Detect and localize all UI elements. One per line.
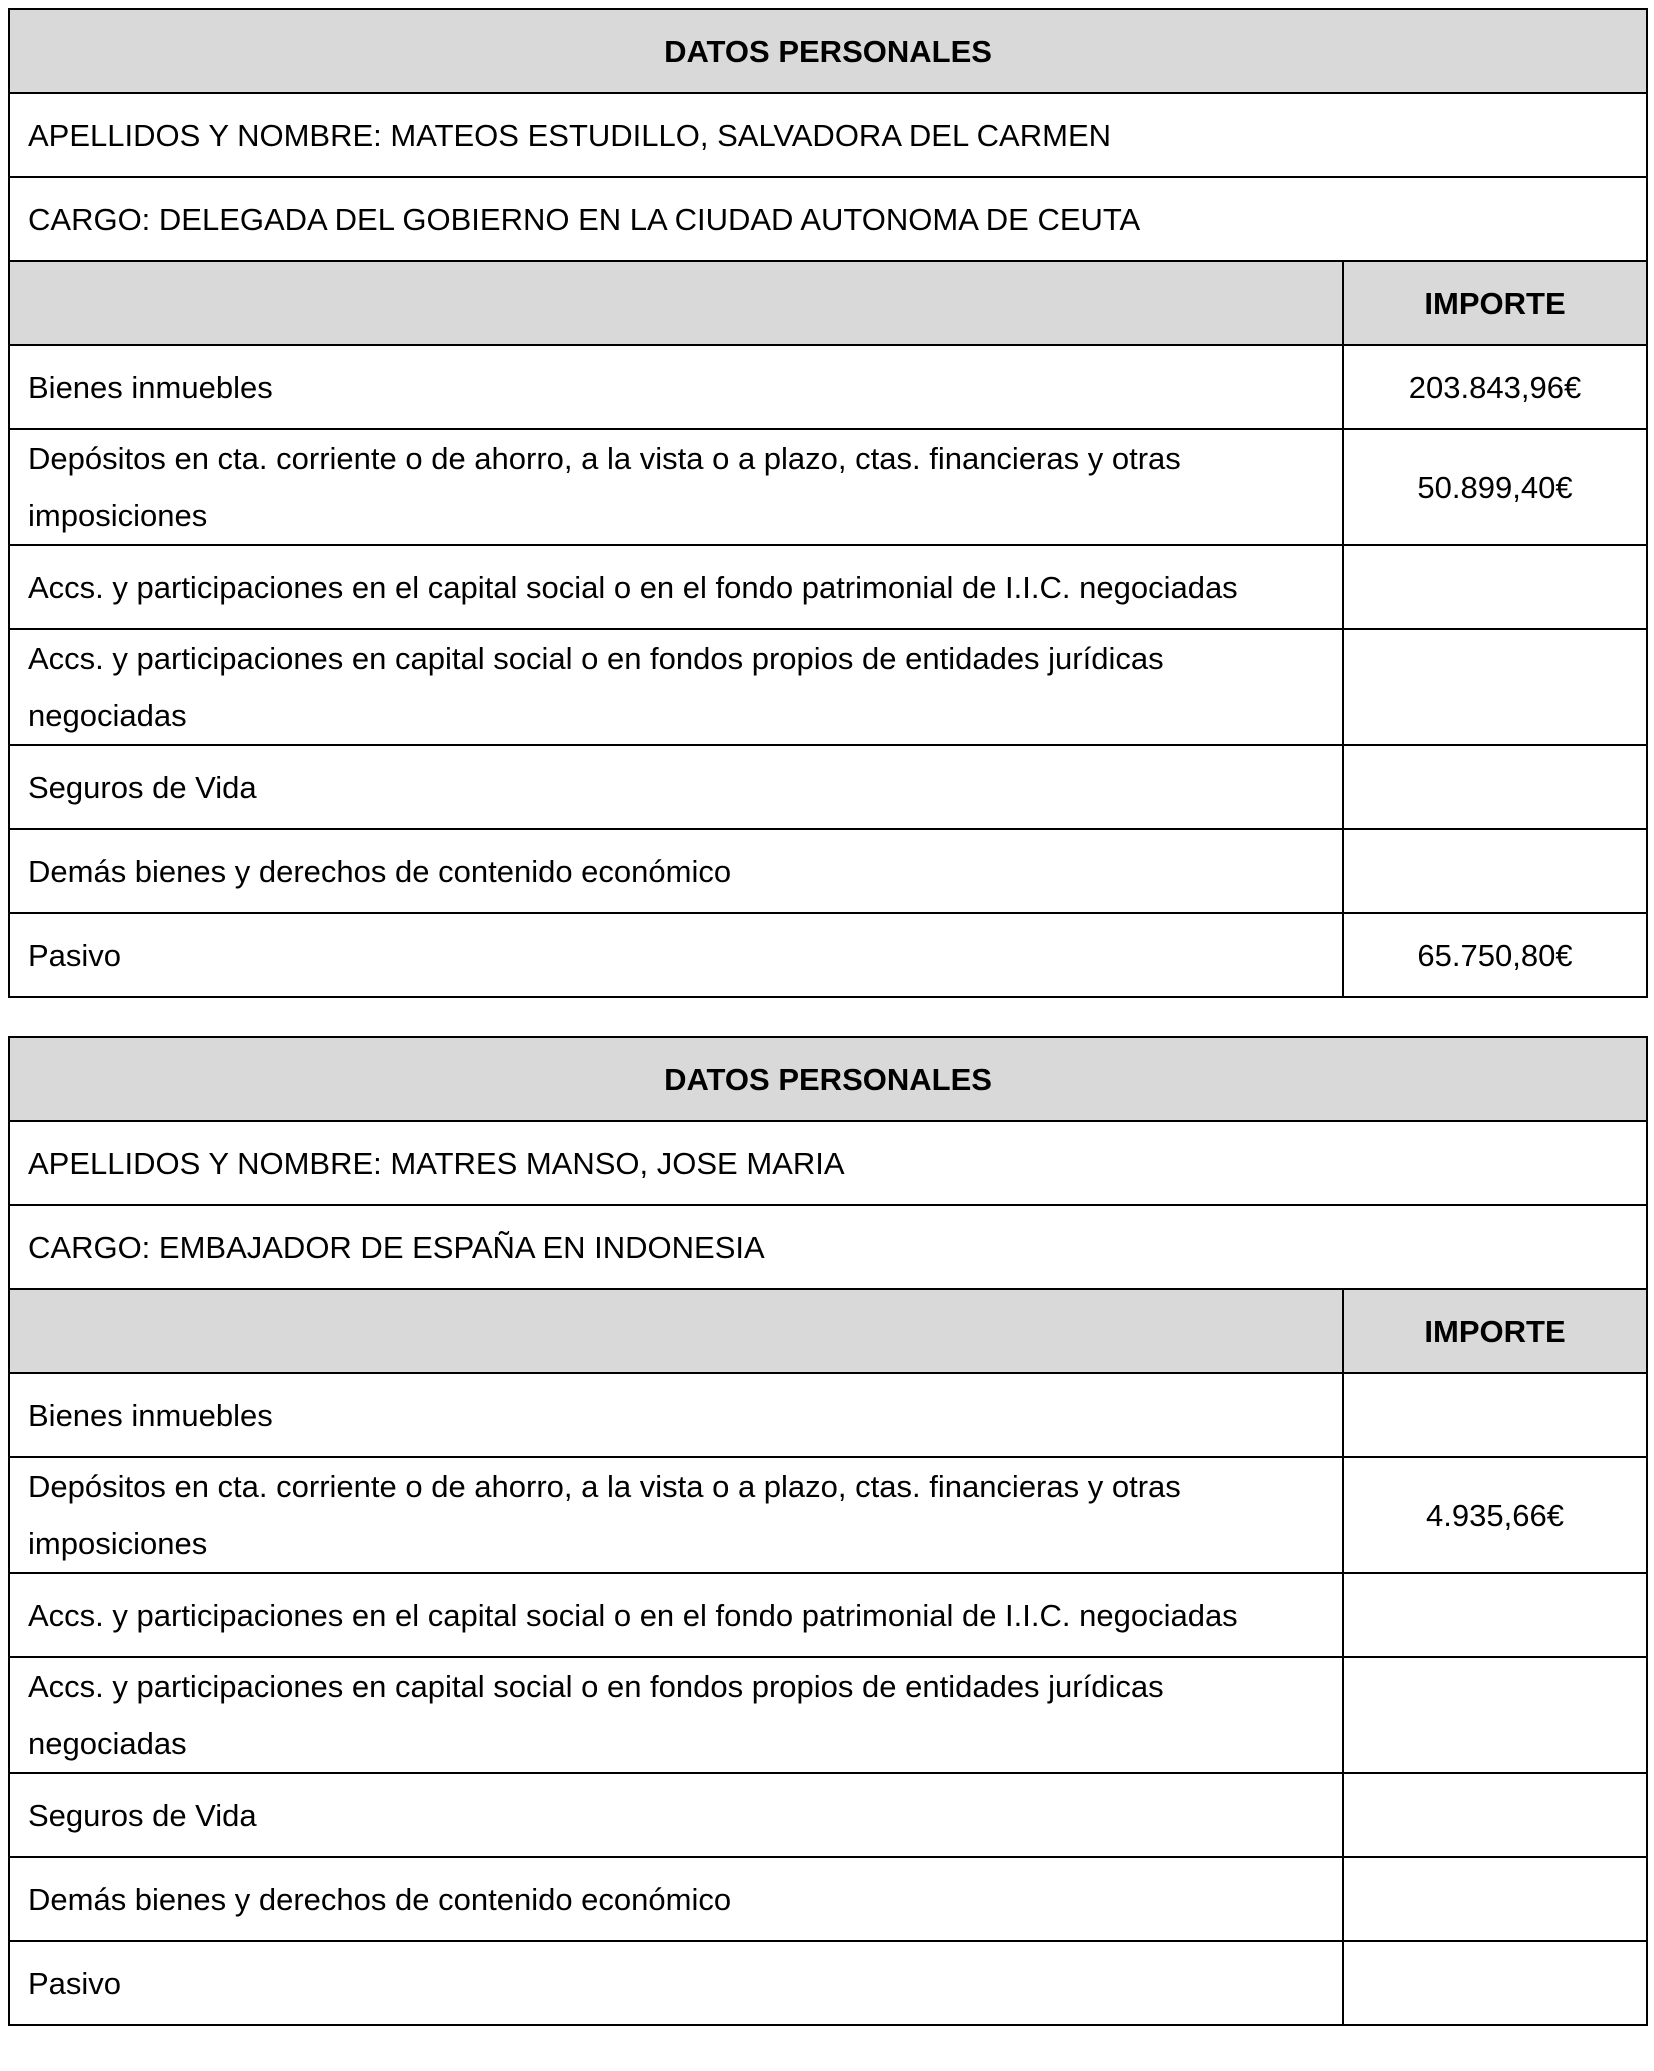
table-row (9, 1857, 1647, 1941)
cargo-row (9, 1205, 1647, 1289)
table-row (9, 1373, 1647, 1457)
row-amount (1343, 1857, 1647, 1941)
table-row (9, 829, 1647, 913)
table-row (9, 1573, 1647, 1657)
name-row (9, 1121, 1647, 1205)
section-header: DATOS PERSONALES (9, 9, 1647, 93)
cargo-row (9, 177, 1647, 261)
section-header: DATOS PERSONALES (9, 1037, 1647, 1121)
row-amount (1343, 1941, 1647, 2025)
amount-header-row (9, 1289, 1647, 1373)
row-label: Seguros de Vida (9, 1773, 1343, 1857)
row-amount: 203.843,96€ (1343, 345, 1647, 429)
header-row (9, 9, 1647, 93)
row-amount: 4.935,66€ (1343, 1457, 1647, 1573)
row-amount (1343, 629, 1647, 745)
row-label: Accs. y participaciones en capital social o en fondos propios de entidades jurídicas negociadas (9, 629, 1343, 745)
row-amount (1343, 545, 1647, 629)
table-spacer (8, 998, 1646, 1036)
declaration-table-2 (8, 1036, 1648, 2026)
header-row (9, 1037, 1647, 1121)
row-label: Depósitos en cta. corriente o de ahorro, a la vista o a plazo, ctas. financieras y otras imposiciones (9, 429, 1343, 545)
cargo-line: CARGO: EMBAJADOR DE ESPAÑA EN INDONESIA (9, 1205, 1647, 1289)
table-row (9, 629, 1647, 745)
row-amount: 50.899,40€ (1343, 429, 1647, 545)
row-label: Accs. y participaciones en el capital social o en el fondo patrimonial de I.I.C. negociadas (9, 1573, 1343, 1657)
row-label: Bienes inmuebles (9, 1373, 1343, 1457)
table-row (9, 913, 1647, 997)
table-row (9, 545, 1647, 629)
name-line: APELLIDOS Y NOMBRE: MATEOS ESTUDILLO, SALVADORA DEL CARMEN (9, 93, 1647, 177)
row-label: Demás bienes y derechos de contenido económico (9, 829, 1343, 913)
row-label: Pasivo (9, 913, 1343, 997)
name-line: APELLIDOS Y NOMBRE: MATRES MANSO, JOSE MARIA (9, 1121, 1647, 1205)
amount-column-header: IMPORTE (1343, 261, 1647, 345)
table-row (9, 1941, 1647, 2025)
row-amount (1343, 1773, 1647, 1857)
row-label: Demás bienes y derechos de contenido económico (9, 1857, 1343, 1941)
row-amount: 65.750,80€ (1343, 913, 1647, 997)
table-row (9, 345, 1647, 429)
row-label: Accs. y participaciones en capital social o en fondos propios de entidades jurídicas negociadas (9, 1657, 1343, 1773)
amount-header-row (9, 261, 1647, 345)
table-row (9, 1773, 1647, 1857)
name-row (9, 93, 1647, 177)
row-label: Bienes inmuebles (9, 345, 1343, 429)
amount-column-header: IMPORTE (1343, 1289, 1647, 1373)
row-amount (1343, 829, 1647, 913)
document-page (8, 8, 1646, 2026)
table-row (9, 429, 1647, 545)
row-amount (1343, 1657, 1647, 1773)
row-label: Seguros de Vida (9, 745, 1343, 829)
table-row (9, 1657, 1647, 1773)
row-label: Accs. y participaciones en el capital social o en el fondo patrimonial de I.I.C. negociadas (9, 545, 1343, 629)
row-amount (1343, 1373, 1647, 1457)
row-amount (1343, 745, 1647, 829)
row-label: Pasivo (9, 1941, 1343, 2025)
table-row (9, 745, 1647, 829)
row-label: Depósitos en cta. corriente o de ahorro, a la vista o a plazo, ctas. financieras y otras imposiciones (9, 1457, 1343, 1573)
row-amount (1343, 1573, 1647, 1657)
empty-header-cell (9, 1289, 1343, 1373)
table-row (9, 1457, 1647, 1573)
cargo-line: CARGO: DELEGADA DEL GOBIERNO EN LA CIUDAD AUTONOMA DE CEUTA (9, 177, 1647, 261)
declaration-table-1 (8, 8, 1648, 998)
empty-header-cell (9, 261, 1343, 345)
